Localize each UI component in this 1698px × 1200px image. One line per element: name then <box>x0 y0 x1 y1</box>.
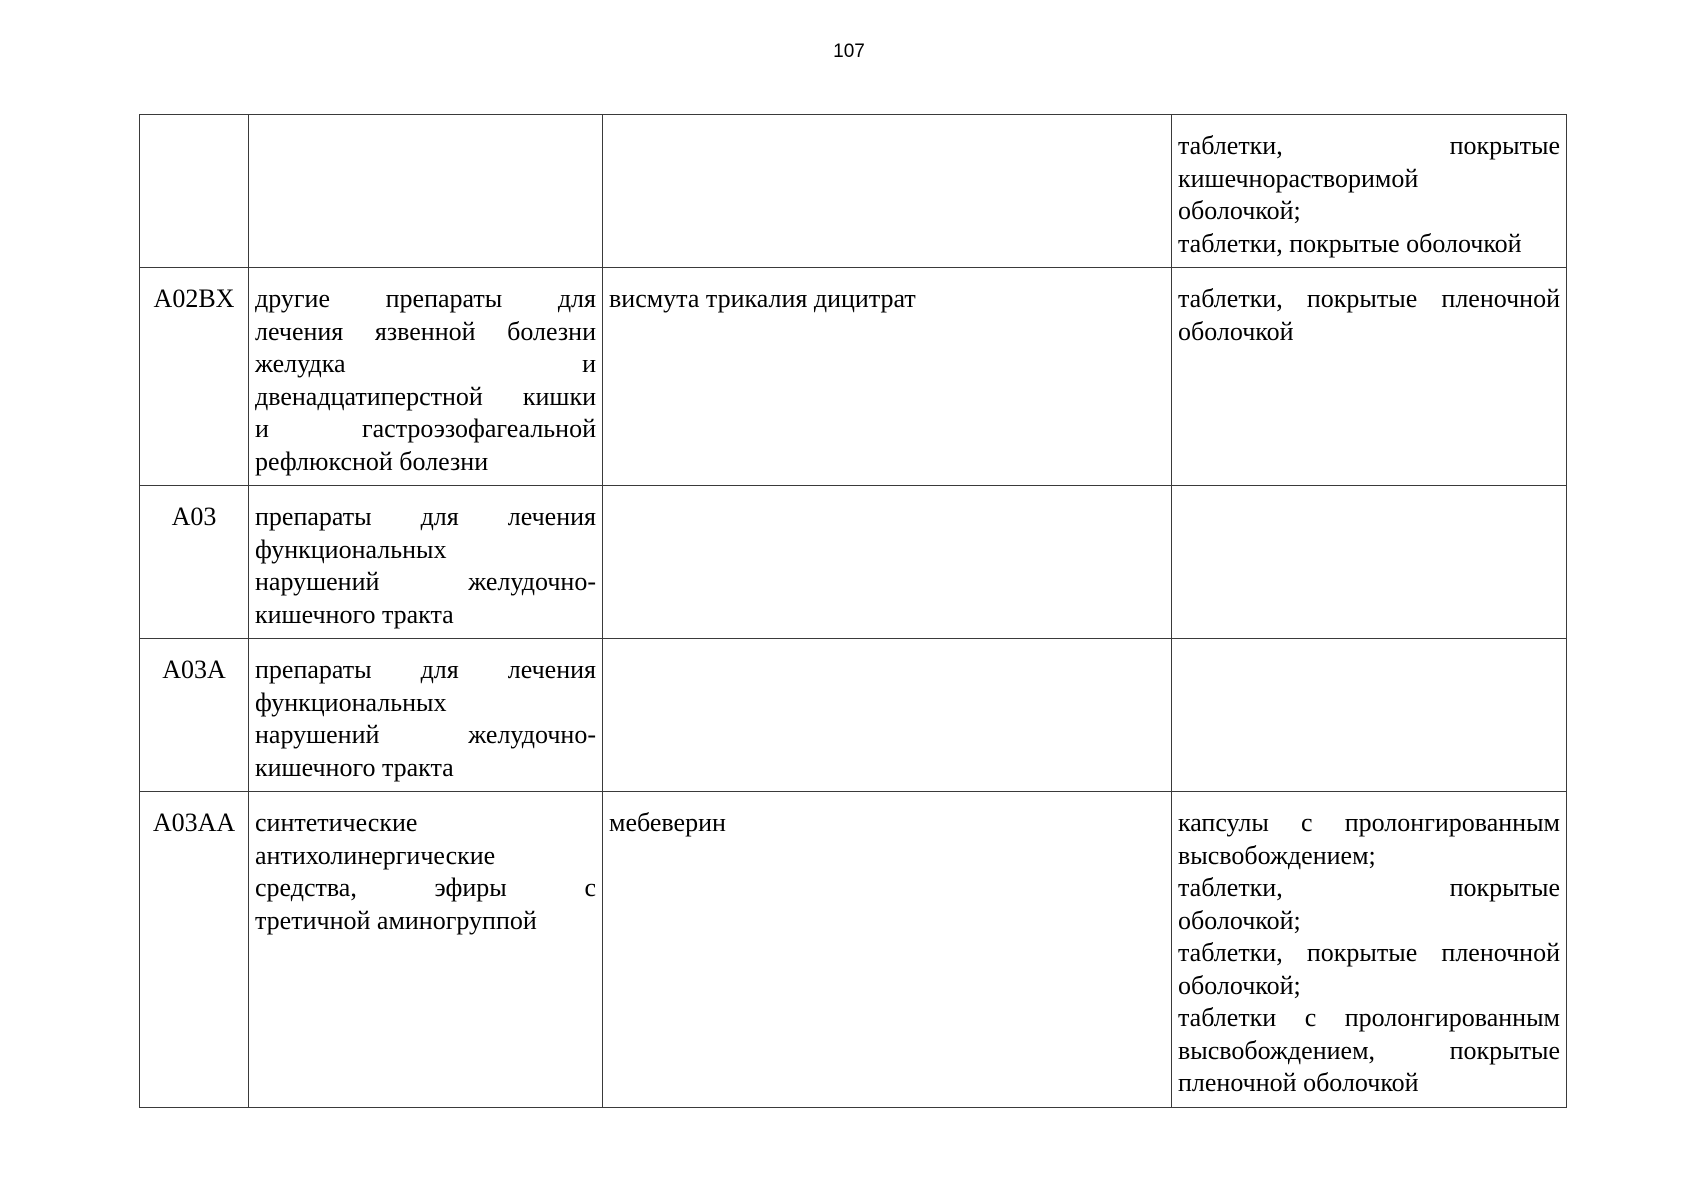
group-line: препараты для лечения <box>255 502 596 531</box>
group-line: третичной аминогруппой <box>255 905 537 935</box>
group-line: антихолинергические <box>255 840 496 870</box>
atc-code-cell: A03A <box>140 639 249 792</box>
dosage-form-cell <box>1172 792 1567 1108</box>
table-row <box>140 268 1567 486</box>
dosage-form-cell <box>1172 639 1567 792</box>
group-line: функциональных <box>255 534 447 564</box>
group-line: препараты для лечения <box>255 655 596 684</box>
group-cell <box>249 115 603 268</box>
group-line: лечения язвенной болезни <box>255 316 596 346</box>
group-line: нарушений желудочно- <box>255 720 596 749</box>
group-line: кишечного тракта <box>255 599 454 629</box>
substance-cell <box>603 639 1172 792</box>
table-row <box>140 486 1567 639</box>
substance-cell <box>603 115 1172 268</box>
dosage-form-line: капсулы с пролонгированным <box>1178 808 1560 837</box>
dosage-form-line: пленочной оболочкой <box>1178 1068 1419 1097</box>
substance-cell: мебеверин <box>603 792 1172 1108</box>
dosage-form-line: оболочкой; <box>1178 905 1301 935</box>
dosage-form-cell <box>1172 486 1567 639</box>
group-line: нарушений желудочно- <box>255 567 596 596</box>
dosage-form-line: высвобождением; <box>1178 840 1376 870</box>
group-line: рефлюксной болезни <box>255 446 489 476</box>
dosage-form-line: оболочкой; <box>1178 196 1301 225</box>
dosage-form-line: оболочкой <box>1178 316 1294 346</box>
dosage-form-line: таблетки, покрытые пленочной <box>1178 938 1560 967</box>
group-cell <box>249 268 603 486</box>
substance-cell <box>603 486 1172 639</box>
dosage-form-line: таблетки, покрытые пленочной <box>1178 284 1560 313</box>
group-cell <box>249 639 603 792</box>
group-cell <box>249 486 603 639</box>
group-line: другие препараты для <box>255 284 596 313</box>
group-line: и гастроэзофагеальной <box>255 414 596 443</box>
atc-code-cell <box>140 115 249 268</box>
group-cell <box>249 792 603 1108</box>
dosage-form-line: таблетки, покрытые <box>1178 131 1560 160</box>
group-line: кишечного тракта <box>255 752 454 782</box>
atc-code-cell: A03 <box>140 486 249 639</box>
atc-code-cell: A02BX <box>140 268 249 486</box>
dosage-form-line: таблетки, покрытые оболочкой <box>1178 228 1522 258</box>
group-line: двенадцатиперстной кишки <box>255 381 596 411</box>
group-line: средства, эфиры с <box>255 873 596 902</box>
page-number: 107 <box>833 41 865 62</box>
group-line: желудка и <box>255 349 596 378</box>
dosage-form-line: высвобождением, покрытые <box>1178 1035 1560 1065</box>
dosage-form-line: оболочкой; <box>1178 970 1301 1000</box>
table-row <box>140 792 1567 1108</box>
dosage-form-line: кишечнорастворимой <box>1178 163 1419 193</box>
table-row <box>140 115 1567 268</box>
drug-table <box>139 114 1567 1108</box>
group-line: функциональных <box>255 687 447 717</box>
substance-cell: висмута трикалия дицитрат <box>603 268 1172 486</box>
dosage-form-cell <box>1172 115 1567 268</box>
dosage-form-cell <box>1172 268 1567 486</box>
atc-code-cell: A03AA <box>140 792 249 1108</box>
table-row <box>140 639 1567 792</box>
dosage-form-line: таблетки, покрытые <box>1178 873 1560 902</box>
dosage-form-line: таблетки с пролонгированным <box>1178 1003 1560 1032</box>
group-line: синтетические <box>255 808 418 837</box>
